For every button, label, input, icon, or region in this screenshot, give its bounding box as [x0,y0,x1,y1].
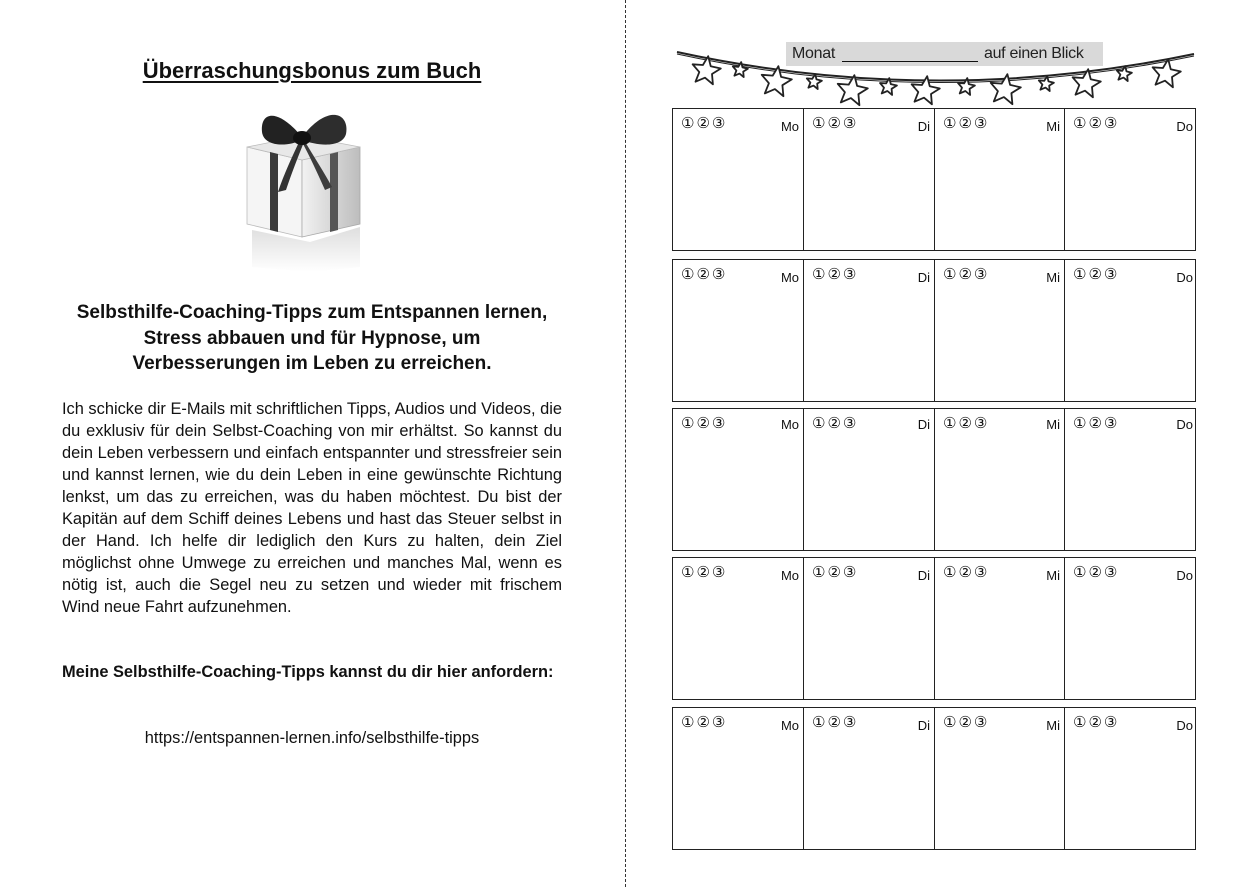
day-label: Mo [780,417,799,432]
rating-circles: ①②③ [681,713,728,731]
rating-circles: ①②③ [1073,713,1120,731]
day-cell[interactable] [673,409,804,550]
day-cell[interactable] [804,109,935,250]
star-icon [1117,66,1132,81]
day-label: Mo [780,270,799,285]
day-cell[interactable] [804,260,935,401]
day-cell[interactable] [935,109,1065,250]
page-title: Überraschungsbonus zum Buch [142,58,482,83]
day-cell[interactable] [673,260,804,401]
gift-box-icon [232,102,372,272]
day-cell[interactable] [673,109,804,250]
rating-circles: ①②③ [1073,265,1120,283]
rating-circles: ①②③ [681,265,728,283]
day-cell[interactable] [804,409,935,550]
rating-circles: ①②③ [812,713,859,731]
day-cell[interactable] [804,558,935,699]
page-fold-divider [625,0,626,887]
month-label: Monat [792,45,835,62]
signup-link[interactable]: https://entspannen-lernen.info/selbsthilfe-tipps [144,729,480,747]
day-cell[interactable] [935,409,1065,550]
rating-circles: ①②③ [681,563,728,581]
body-paragraph: Ich schicke dir E-Mails mit schriftlichen Tipps, Audios und Videos, die du exklusiv für dein Selbst-Coaching von mir erhältst. So kannst du dein Leben verbessern und einfach entspannter und stressfreier sein und kannst lernen, wie du dein Leben in eine gewünschte Richtung lenkst, um das zu erreichen, was du haben möchtest. Du bist der Kapitän auf dem Schiff deines Lebens und hast das Steuer selbst in der Hand. Ich helfe dir lediglich den Kurs zu halten, dein Ziel möglichst ohne Umwege zu erreichen und manches Mal, wenn es nötig ist, auch die Segel neu zu setzen und wieder mit frischem Wind neue Fahrt aufzunehmen. [62,400,562,616]
day-cell[interactable] [1065,109,1197,250]
week-row [672,557,1196,700]
month-suffix: auf einen Blick [983,45,1084,62]
day-label: Mi [1046,270,1060,285]
day-cell[interactable] [1065,558,1197,699]
rating-circles: ①②③ [943,713,990,731]
day-cell[interactable] [935,708,1065,849]
rating-circles: ①②③ [681,414,728,432]
day-label: Di [917,417,930,432]
rating-circles: ①②③ [1073,114,1120,132]
day-cell[interactable] [1065,260,1197,401]
week-row [672,408,1196,551]
day-label: Mi [1046,718,1060,733]
rating-circles: ①②③ [812,414,859,432]
day-label: Do [1176,718,1193,733]
day-cell[interactable] [1065,708,1197,849]
subtitle: Selbsthilfe-Coaching-Tipps zum Entspannen lernen, Stress abbauen und für Hypnose, um Verbesserungen im Leben zu erreichen. [76,302,548,374]
day-cell[interactable] [673,558,804,699]
day-label: Di [917,119,930,134]
rating-circles: ①②③ [812,265,859,283]
week-row [672,108,1196,251]
rating-circles: ①②③ [812,563,859,581]
rating-circles: ①②③ [1073,563,1120,581]
day-label: Di [917,270,930,285]
day-label: Do [1176,270,1193,285]
month-blank-line[interactable] [842,46,978,62]
week-row [672,259,1196,402]
day-label: Mi [1046,568,1060,583]
rating-circles: ①②③ [681,114,728,132]
day-label: Do [1176,119,1193,134]
day-label: Mo [780,718,799,733]
rating-circles: ①②③ [943,414,990,432]
day-cell[interactable] [935,558,1065,699]
day-label: Mi [1046,417,1060,432]
day-label: Do [1176,417,1193,432]
day-cell[interactable] [1065,409,1197,550]
rating-circles: ①②③ [943,114,990,132]
day-label: Do [1176,568,1193,583]
day-label: Di [917,718,930,733]
rating-circles: ①②③ [943,265,990,283]
day-cell[interactable] [804,708,935,849]
week-row [672,707,1196,850]
rating-circles: ①②③ [812,114,859,132]
rating-circles: ①②③ [1073,414,1120,432]
day-label: Mi [1046,119,1060,134]
day-cell[interactable] [935,260,1065,401]
request-paragraph: Meine Selbsthilfe-Coaching-Tipps kannst du dir hier anfordern: [62,663,554,681]
rating-circles: ①②③ [943,563,990,581]
day-label: Mo [780,568,799,583]
day-cell[interactable] [673,708,804,849]
day-label: Di [917,568,930,583]
day-label: Mo [780,119,799,134]
month-header [786,42,1103,66]
